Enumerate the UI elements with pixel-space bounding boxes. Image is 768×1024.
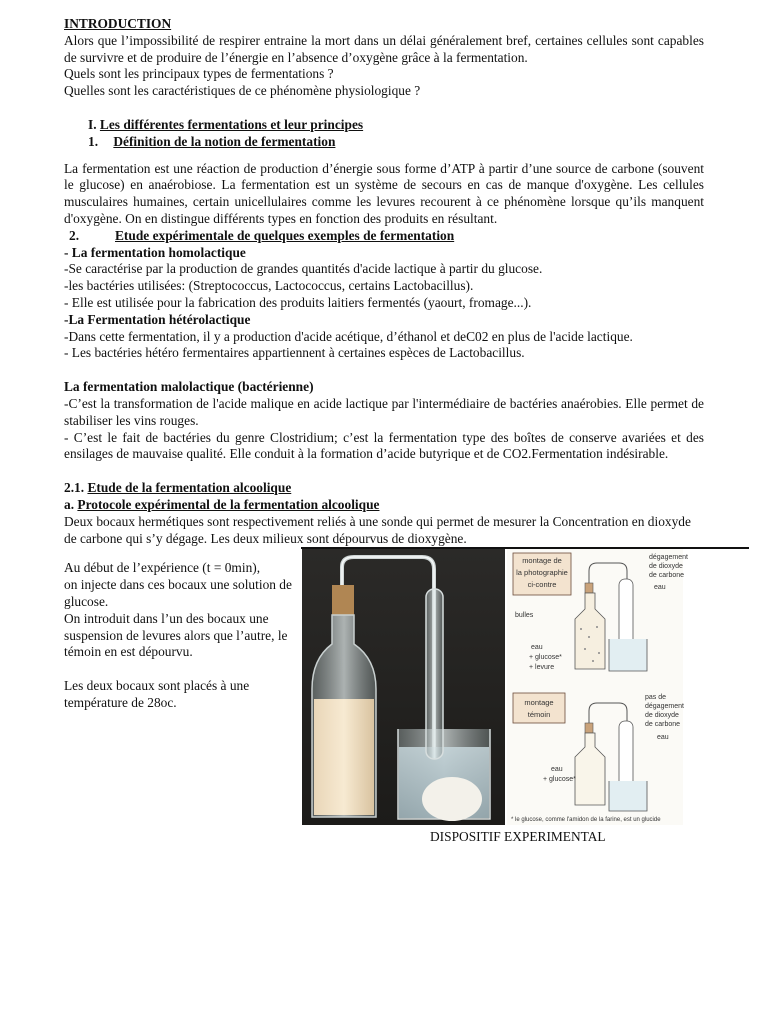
homolactic-line-1: -Se caractérise par la production de grandes quantités d'acide lactique à partir du glucose.	[64, 261, 543, 277]
intro-paragraph: Alors que l’impossibilité de respirer entraine la mort dans un délai généralement bref, certaines cellules sont capables de survivre et de produire de l’énergie en l’absence d’oxygène grâce à la fermentation.	[64, 32, 704, 65]
document-page	[64, 16, 704, 847]
experiment-line-3: On introduit dans l’un des bocaux une suspension de levures alors que l’autre, le témoin en est dépourvu.	[64, 610, 288, 660]
section-1-1-heading: 1. Définition de la notion de fermentation	[88, 133, 336, 149]
experiment-line-4: Les deux bocaux sont placés à une température de 28oc.	[64, 678, 250, 710]
homolactic-title: - La fermentation homolactique	[64, 244, 246, 260]
schema-water-bottom: eau	[657, 734, 669, 742]
schema-gas-bottom-4: de carbone	[645, 721, 681, 729]
intro-heading: INTRODUCTION	[64, 16, 172, 31]
schema-temoin-1: montage	[524, 698, 554, 708]
malolactic-title: La fermentation malolactique (bactérienne)	[64, 379, 314, 395]
schema-mix-bottom-1: eau	[551, 766, 563, 774]
schema-mix-top-3: + levure	[529, 664, 555, 672]
experiment-line-2: on injecte dans ces bocaux une solution de glucose.	[64, 577, 292, 609]
schema-label-top-1: montage de	[522, 556, 562, 566]
schematic-drawing	[507, 549, 688, 825]
schema-mix-top-1: eau	[531, 644, 543, 652]
schema-gas-top-3: de carbone	[649, 572, 685, 580]
heterolactic-line-2: - Les bactéries hétéro fermentaires appartiennent à certaines espèces de Lactobacillus.	[64, 345, 525, 361]
apparatus-photo-drawing	[302, 549, 505, 825]
schema-water-top: eau	[654, 584, 666, 592]
protocol-paragraph: Deux bocaux hermétiques sont respectivement reliés à une sonde qui permet de mesurer la Concentration en dioxyde de carbone qui s’y dégage. Les deux milieux sont dépourvus de dioxygène.	[64, 513, 691, 546]
schema-bubbles: bulles	[515, 612, 534, 620]
section-a-heading: a. Protocole expérimental de la fermentation alcoolique	[64, 496, 380, 512]
schema-temoin-2: témoin	[527, 710, 551, 720]
figure-area	[64, 547, 704, 847]
section-1-heading: I. Les différentes fermentations et leur principes	[88, 116, 364, 132]
schema-gas-bottom-1: pas de	[645, 694, 667, 702]
schema-gas-bottom-3: de dioxyde	[645, 712, 679, 720]
heterolactic-line-1: -Dans cette fermentation, il y a production d'acide acétique, d’éthanol et deC02 en plus de l'acide lactique.	[64, 328, 633, 344]
schema-mix-bottom-2: + glucose*	[543, 776, 576, 784]
malolactic-line-2: - C’est le fait de bactéries du genre Clostridium; c’est la fermentation type des boîtes de conserve avariées et des ensilages de mauvaise qualité. Elle conduit à la formation d’acide butyrique et de CO2.Fermentation indésirable.	[64, 429, 704, 462]
experiment-description	[64, 547, 292, 711]
schema-label-top-2: la photographie	[516, 568, 568, 578]
homolactic-line-3: - Elle est utilisée pour la fabrication des produits laitiers fermentés (yaourt, fromage...).	[64, 294, 532, 310]
schema-gas-top-2: de dioxyde	[649, 563, 683, 571]
definition-paragraph: La fermentation est une réaction de production d’énergie sous forme d’ATP à partir d’une source de carbone (souvent le glucose) en anaérobiose. La fermentation est un système de secours en cas de manque d'oxygène. Les cellules musculaires humaines, certain unicellulaires comme les levures recourent à ce phénomène lorsque qu’ils manquent d'oxygène. On en distingue différents types en fonction des produits en résultant.	[64, 160, 704, 226]
apparatus-photo	[302, 549, 505, 825]
intro-question-1: Quels sont les principaux types de fermentations ?	[64, 66, 334, 82]
schema-gas-bottom-2: dégagement	[645, 703, 684, 711]
schema-mix-top-2: + glucose*	[529, 654, 562, 662]
schema-footnote: * le glucose, comme l'amidon de la farine, est un glucide	[511, 817, 661, 824]
malolactic-line-1: -C’est la transformation de l'acide malique en acide lactique par l'intermédiaire de bactéries anaérobies. Elle permet de stabiliser les vins rouges.	[64, 395, 704, 428]
figure-caption: DISPOSITIF EXPERIMENTAL	[430, 829, 606, 845]
heterolactic-title: -La Fermentation hétérolactique	[64, 311, 251, 327]
schema-gas-top-1: dégagement	[649, 554, 688, 562]
apparatus-schematic	[507, 549, 688, 825]
experiment-line-1: Au début de l’expérience (t = 0min),	[64, 560, 261, 576]
schema-label-top-3: ci-contre	[527, 580, 557, 590]
section-2-1-heading: 2.1. Etude de la fermentation alcoolique	[64, 480, 292, 496]
section-2-heading: 2. Etude expérimentale de quelques exemples de fermentation	[69, 227, 455, 243]
homolactic-line-2: -les bactéries utilisées: (Streptococcus, Lactococcus, certains Lactobacillus).	[64, 278, 474, 294]
intro-question-2: Quelles sont les caractéristiques de ce phénomène physiologique ?	[64, 83, 421, 99]
